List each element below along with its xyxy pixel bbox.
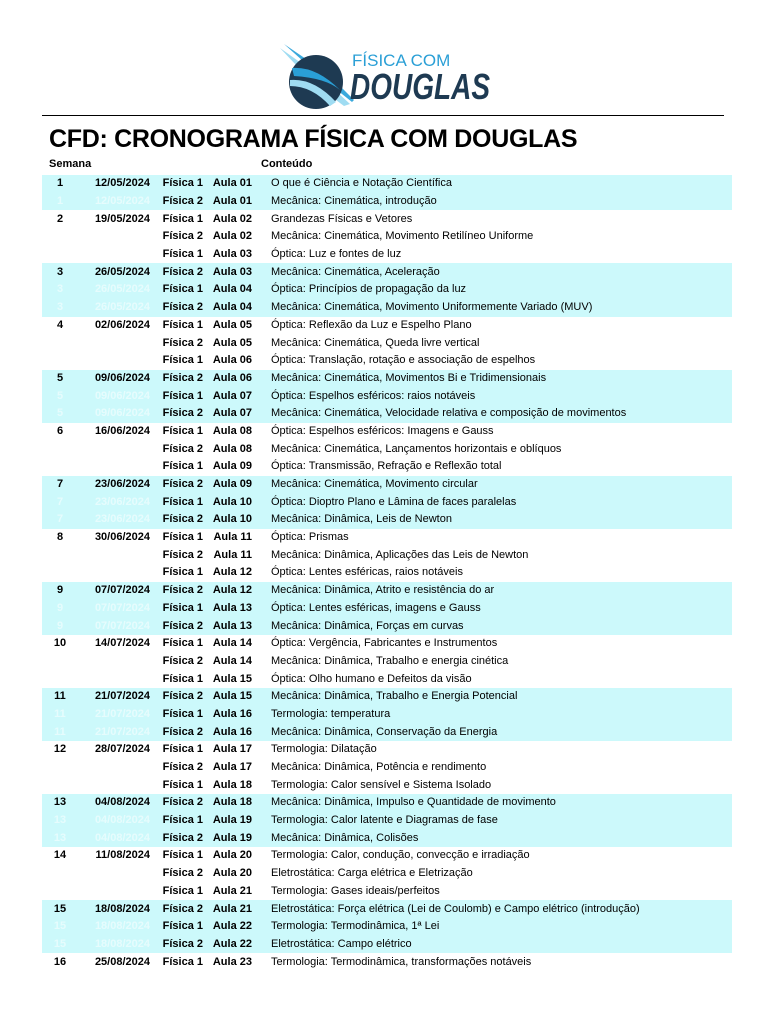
fisica-cell: Física 1 <box>162 531 203 544</box>
fisica-cell: Física 2 <box>154 582 203 600</box>
table-row <box>42 511 732 529</box>
week-cell: 4 <box>56 318 64 331</box>
conteudo-cell: Eletrostática: Carga elétrica e Eletrização <box>271 867 473 880</box>
date-cell: 07/07/2024 <box>78 617 154 635</box>
aula-cell: Aula 16 <box>203 723 258 741</box>
column-header-conteudo: Conteúdo <box>261 158 313 170</box>
aula-cell: Aula 20 <box>212 867 252 880</box>
table-row <box>42 883 732 901</box>
conteudo-cell: O que é Ciência e Notação Científica <box>258 175 732 193</box>
conteudo-cell: Óptica: Reflexão da Luz e Espelho Plano <box>271 318 472 331</box>
conteudo-cell: Mecânica: Cinemática, Movimento Retilíneo Uniforme <box>271 230 534 243</box>
date-cell: 21/07/2024 <box>78 706 154 724</box>
conteudo-cell: Termologia: Calor latente e Diagramas de fase <box>258 812 732 830</box>
fisica-cell: Física 1 <box>162 566 203 579</box>
fisica-cell: Física 1 <box>162 743 203 756</box>
conteudo-cell: Óptica: Transmissão, Refração e Reflexão total <box>271 460 502 473</box>
fisica-cell: Física 2 <box>154 829 203 847</box>
aula-cell: Aula 13 <box>203 617 258 635</box>
fisica-cell: Física 2 <box>154 688 203 706</box>
fisica-cell: Física 2 <box>162 761 203 774</box>
week-cell: 11 <box>42 706 78 724</box>
date-cell <box>78 759 154 777</box>
conteudo-cell: Mecânica: Dinâmica, Potência e rendimento <box>271 761 487 774</box>
aula-cell: Aula 18 <box>212 778 252 791</box>
table-row <box>42 493 732 511</box>
week-cell <box>42 883 78 901</box>
fisica-cell: Física 2 <box>162 867 203 880</box>
table-row <box>42 476 732 494</box>
date-cell: 14/07/2024 <box>94 637 150 650</box>
schedule-body <box>42 175 732 971</box>
table-row <box>42 317 732 335</box>
table-row <box>42 440 732 458</box>
week-cell <box>42 458 78 476</box>
fisica-cell: Física 2 <box>154 405 203 423</box>
fisica-cell: Física 1 <box>154 387 203 405</box>
week-cell <box>42 653 78 671</box>
aula-cell: Aula 06 <box>203 370 258 388</box>
date-cell: 19/05/2024 <box>94 212 150 225</box>
fisica-cell: Física 2 <box>154 617 203 635</box>
week-cell: 3 <box>42 263 78 281</box>
conteudo-cell: Óptica: Prismas <box>271 531 349 544</box>
fisica-cell: Física 2 <box>154 476 203 494</box>
fisica-cell: Física 2 <box>154 723 203 741</box>
table-row <box>42 600 732 618</box>
date-cell: 26/05/2024 <box>78 281 154 299</box>
fisica-cell: Física 1 <box>154 706 203 724</box>
table-row <box>42 299 732 317</box>
conteudo-cell: Óptica: Translação, rotação e associação de espelhos <box>271 354 536 367</box>
date-cell: 23/06/2024 <box>78 476 154 494</box>
table-row <box>42 529 732 547</box>
conteudo-cell: Mecânica: Cinemática, Lançamentos horizontais e oblíquos <box>271 442 562 455</box>
conteudo-cell: Mecânica: Dinâmica, Trabalho e Energia Potencial <box>258 688 732 706</box>
date-cell <box>78 670 154 688</box>
date-cell: 09/06/2024 <box>78 370 154 388</box>
week-cell: 15 <box>42 900 78 918</box>
table-row <box>42 812 732 830</box>
conteudo-cell: Óptica: Lentes esféricas, raios notáveis <box>271 566 463 579</box>
week-cell: 7 <box>42 476 78 494</box>
table-row <box>42 210 732 228</box>
fisica-cell: Física 1 <box>162 849 203 862</box>
date-cell <box>78 228 154 246</box>
table-row <box>42 281 732 299</box>
week-cell <box>42 865 78 883</box>
fisica-cell: Física 2 <box>154 193 203 211</box>
date-cell: 28/07/2024 <box>94 743 150 756</box>
table-row <box>42 865 732 883</box>
table-row <box>42 405 732 423</box>
conteudo-cell: Mecânica: Dinâmica, Colisões <box>258 829 732 847</box>
conteudo-cell: Óptica: Vergência, Fabricantes e Instrumentos <box>271 637 498 650</box>
week-cell: 6 <box>56 424 64 437</box>
table-row <box>42 900 732 918</box>
conteudo-cell: Mecânica: Dinâmica, Impulso e Quantidade de movimento <box>258 794 732 812</box>
fisica-cell: Física 2 <box>162 654 203 667</box>
aula-cell: Aula 01 <box>203 175 258 193</box>
fisica-cell: Física 1 <box>162 354 203 367</box>
aula-cell: Aula 12 <box>212 566 252 579</box>
schedule-table <box>42 175 732 971</box>
date-cell: 04/08/2024 <box>78 812 154 830</box>
conteudo-cell: Mecânica: Cinemática, Movimentos Bi e Tridimensionais <box>258 370 732 388</box>
week-cell: 5 <box>42 405 78 423</box>
date-cell: 12/05/2024 <box>78 175 154 193</box>
aula-cell: Aula 21 <box>203 900 258 918</box>
date-cell <box>78 458 154 476</box>
conteudo-cell: Termologia: Gases ideais/perfeitos <box>271 884 440 897</box>
conteudo-cell: Mecânica: Dinâmica, Aplicações das Leis de Newton <box>271 548 529 561</box>
aula-cell: Aula 21 <box>212 884 252 897</box>
week-cell <box>42 564 78 582</box>
table-row <box>42 582 732 600</box>
conteudo-cell: Grandezas Físicas e Vetores <box>271 212 413 225</box>
conteudo-cell: Mecânica: Dinâmica, Leis de Newton <box>258 511 732 529</box>
aula-cell: Aula 19 <box>203 829 258 847</box>
conteudo-cell: Mecânica: Dinâmica, Conservação da Energia <box>258 723 732 741</box>
aula-cell: Aula 23 <box>212 955 252 968</box>
fisica-cell: Física 1 <box>162 884 203 897</box>
aula-cell: Aula 17 <box>212 743 252 756</box>
table-row <box>42 794 732 812</box>
week-cell: 2 <box>56 212 64 225</box>
conteudo-cell: Óptica: Princípios de propagação da luz <box>258 281 732 299</box>
week-cell: 5 <box>42 387 78 405</box>
date-cell: 09/06/2024 <box>78 387 154 405</box>
aula-cell: Aula 03 <box>212 248 252 261</box>
table-row <box>42 953 732 971</box>
aula-cell: Aula 22 <box>203 936 258 954</box>
date-cell: 12/05/2024 <box>78 193 154 211</box>
logo-line1: FÍSICA COM <box>352 51 451 70</box>
date-cell <box>78 865 154 883</box>
table-row <box>42 458 732 476</box>
aula-cell: Aula 10 <box>203 493 258 511</box>
table-row <box>42 759 732 777</box>
fisica-cell: Física 1 <box>162 672 203 685</box>
aula-cell: Aula 05 <box>212 318 252 331</box>
week-cell: 9 <box>42 582 78 600</box>
fisica-cell: Física 1 <box>162 212 203 225</box>
aula-cell: Aula 09 <box>203 476 258 494</box>
aula-cell: Aula 17 <box>212 761 252 774</box>
aula-cell: Aula 02 <box>212 230 252 243</box>
date-cell: 07/07/2024 <box>78 582 154 600</box>
conteudo-cell: Mecânica: Cinemática, Movimento circular <box>258 476 732 494</box>
fisica-cell: Física 1 <box>162 778 203 791</box>
conteudo-cell: Mecânica: Dinâmica, Trabalho e energia cinética <box>271 654 509 667</box>
table-row <box>42 246 732 264</box>
aula-cell: Aula 14 <box>212 654 252 667</box>
date-cell: 11/08/2024 <box>95 849 150 862</box>
date-cell: 18/08/2024 <box>78 936 154 954</box>
date-cell: 02/06/2024 <box>94 318 150 331</box>
week-cell <box>42 546 78 564</box>
aula-cell: Aula 20 <box>212 849 252 862</box>
fisica-cell: Física 2 <box>162 230 203 243</box>
date-cell: 18/08/2024 <box>78 918 154 936</box>
globe-logo-icon <box>280 44 354 109</box>
aula-cell: Aula 15 <box>203 688 258 706</box>
week-cell: 11 <box>42 723 78 741</box>
aula-cell: Aula 18 <box>203 794 258 812</box>
week-cell: 14 <box>53 849 67 862</box>
aula-cell: Aula 03 <box>203 263 258 281</box>
table-row <box>42 175 732 193</box>
aula-cell: Aula 13 <box>203 600 258 618</box>
fisica-cell: Física 1 <box>154 600 203 618</box>
table-row <box>42 918 732 936</box>
table-row <box>42 635 732 653</box>
fisica-cell: Física 2 <box>162 442 203 455</box>
date-cell <box>78 564 154 582</box>
date-cell: 26/05/2024 <box>78 299 154 317</box>
week-cell: 1 <box>42 193 78 211</box>
date-cell: 23/06/2024 <box>78 511 154 529</box>
table-row <box>42 670 732 688</box>
table-row <box>42 776 732 794</box>
aula-cell: Aula 04 <box>203 281 258 299</box>
date-cell: 16/06/2024 <box>94 424 150 437</box>
date-cell: 21/07/2024 <box>78 723 154 741</box>
table-row <box>42 193 732 211</box>
date-cell <box>78 883 154 901</box>
table-row <box>42 653 732 671</box>
table-row <box>42 546 732 564</box>
aula-cell: Aula 02 <box>212 212 252 225</box>
date-cell: 18/08/2024 <box>78 900 154 918</box>
week-cell: 16 <box>53 955 67 968</box>
conteudo-cell: Óptica: Olho humano e Defeitos da visão <box>271 672 472 685</box>
table-row <box>42 564 732 582</box>
aula-cell: Aula 08 <box>212 442 252 455</box>
fisica-cell: Física 2 <box>154 370 203 388</box>
week-cell <box>42 228 78 246</box>
week-cell: 13 <box>42 812 78 830</box>
week-cell: 5 <box>42 370 78 388</box>
table-row <box>42 370 732 388</box>
date-cell: 21/07/2024 <box>78 688 154 706</box>
aula-cell: Aula 04 <box>203 299 258 317</box>
conteudo-cell: Mecânica: Cinemática, introdução <box>258 193 732 211</box>
column-header-semana: Semana <box>49 158 92 170</box>
aula-cell: Aula 22 <box>203 918 258 936</box>
table-row <box>42 228 732 246</box>
table-row <box>42 829 732 847</box>
conteudo-cell: Termologia: Termodinâmica, transformações notáveis <box>271 955 532 968</box>
aula-cell: Aula 07 <box>203 405 258 423</box>
date-cell: 04/08/2024 <box>78 794 154 812</box>
header-divider <box>42 115 724 116</box>
conteudo-cell: Eletrostática: Campo elétrico <box>258 936 732 954</box>
week-cell <box>42 759 78 777</box>
conteudo-cell: Termologia: Calor, condução, convecção e irradiação <box>271 849 530 862</box>
aula-cell: Aula 16 <box>203 706 258 724</box>
fisica-cell: Física 2 <box>162 548 203 561</box>
aula-cell: Aula 11 <box>213 531 252 544</box>
week-cell: 8 <box>56 531 64 544</box>
conteudo-cell: Termologia: Termodinâmica, 1ª Lei <box>258 918 732 936</box>
week-cell: 11 <box>42 688 78 706</box>
conteudo-cell: Mecânica: Cinemática, Velocidade relativa e composição de movimentos <box>258 405 732 423</box>
week-cell <box>42 440 78 458</box>
date-cell <box>78 246 154 264</box>
week-cell <box>42 670 78 688</box>
table-row <box>42 334 732 352</box>
week-cell <box>42 246 78 264</box>
week-cell: 10 <box>53 637 67 650</box>
table-row <box>42 936 732 954</box>
fisica-cell: Física 1 <box>162 460 203 473</box>
table-row <box>42 688 732 706</box>
aula-cell: Aula 12 <box>203 582 258 600</box>
date-cell: 04/08/2024 <box>78 829 154 847</box>
aula-cell: Aula 10 <box>203 511 258 529</box>
aula-cell: Aula 07 <box>203 387 258 405</box>
date-cell: 30/06/2024 <box>94 531 150 544</box>
conteudo-cell: Mecânica: Dinâmica, Forças em curvas <box>258 617 732 635</box>
conteudo-cell: Termologia: temperatura <box>258 706 732 724</box>
week-cell: 9 <box>42 617 78 635</box>
date-cell <box>78 653 154 671</box>
fisica-cell: Física 2 <box>162 336 203 349</box>
week-cell: 7 <box>42 493 78 511</box>
date-cell: 23/06/2024 <box>78 493 154 511</box>
date-cell: 07/07/2024 <box>78 600 154 618</box>
date-cell: 26/05/2024 <box>78 263 154 281</box>
fisica-cell: Física 1 <box>162 248 203 261</box>
table-row <box>42 847 732 865</box>
conteudo-cell: Mecânica: Dinâmica, Atrito e resistência do ar <box>258 582 732 600</box>
table-row <box>42 352 732 370</box>
fisica-cell: Física 1 <box>162 318 203 331</box>
conteudo-cell: Óptica: Espelhos esféricos: raios notáveis <box>258 387 732 405</box>
fisica-cell: Física 1 <box>154 175 203 193</box>
conteudo-cell: Mecânica: Cinemática, Aceleração <box>258 263 732 281</box>
week-cell <box>42 352 78 370</box>
week-cell <box>42 776 78 794</box>
date-cell <box>78 440 154 458</box>
week-cell: 15 <box>42 936 78 954</box>
week-cell: 13 <box>42 829 78 847</box>
week-cell: 3 <box>42 281 78 299</box>
fisica-cell: Física 1 <box>162 424 203 437</box>
aula-cell: Aula 05 <box>212 336 252 349</box>
table-row <box>42 423 732 441</box>
table-row <box>42 706 732 724</box>
fisica-cell: Física 2 <box>154 900 203 918</box>
aula-cell: Aula 15 <box>212 672 252 685</box>
conteudo-cell: Óptica: Luz e fontes de luz <box>271 248 402 261</box>
conteudo-cell: Óptica: Espelhos esféricos: Imagens e Gauss <box>271 424 494 437</box>
date-cell <box>78 546 154 564</box>
fisica-com-douglas-logo <box>278 40 498 116</box>
aula-cell: Aula 08 <box>212 424 252 437</box>
week-cell: 3 <box>42 299 78 317</box>
conteudo-cell: Eletrostática: Força elétrica (Lei de Coulomb) e Campo elétrico (introdução) <box>258 900 732 918</box>
aula-cell: Aula 19 <box>203 812 258 830</box>
date-cell <box>78 334 154 352</box>
week-cell: 9 <box>42 600 78 618</box>
aula-cell: Aula 14 <box>212 637 252 650</box>
week-cell <box>42 334 78 352</box>
week-cell: 13 <box>42 794 78 812</box>
aula-cell: Aula 06 <box>212 354 252 367</box>
page-title: CFD: CRONOGRAMA FÍSICA COM DOUGLAS <box>49 125 578 153</box>
fisica-cell: Física 1 <box>162 955 203 968</box>
fisica-cell: Física 2 <box>154 936 203 954</box>
fisica-cell: Física 1 <box>154 918 203 936</box>
table-row <box>42 617 732 635</box>
table-row <box>42 723 732 741</box>
week-cell: 1 <box>42 175 78 193</box>
fisica-cell: Física 2 <box>154 794 203 812</box>
fisica-cell: Física 1 <box>154 493 203 511</box>
fisica-cell: Física 2 <box>154 263 203 281</box>
logo-line2: DOUGLAS <box>350 66 490 107</box>
date-cell: 25/08/2024 <box>94 955 150 968</box>
fisica-cell: Física 2 <box>154 299 203 317</box>
date-cell: 09/06/2024 <box>78 405 154 423</box>
conteudo-cell: Óptica: Lentes esféricas, imagens e Gauss <box>258 600 732 618</box>
table-row <box>42 741 732 759</box>
week-cell: 7 <box>42 511 78 529</box>
conteudo-cell: Termologia: Calor sensível e Sistema Isolado <box>271 778 492 791</box>
conteudo-cell: Óptica: Dioptro Plano e Lâmina de faces paralelas <box>258 493 732 511</box>
fisica-cell: Física 1 <box>154 281 203 299</box>
conteudo-cell: Mecânica: Cinemática, Queda livre vertical <box>271 336 480 349</box>
aula-cell: Aula 01 <box>203 193 258 211</box>
table-row <box>42 263 732 281</box>
conteudo-cell: Termologia: Dilatação <box>271 743 377 756</box>
aula-cell: Aula 11 <box>213 548 252 561</box>
conteudo-cell: Mecânica: Cinemática, Movimento Uniformemente Variado (MUV) <box>258 299 732 317</box>
date-cell <box>78 352 154 370</box>
table-row <box>42 387 732 405</box>
week-cell: 12 <box>53 743 67 756</box>
week-cell: 15 <box>42 918 78 936</box>
fisica-cell: Física 1 <box>162 637 203 650</box>
fisica-cell: Física 2 <box>154 511 203 529</box>
fisica-cell: Física 1 <box>154 812 203 830</box>
aula-cell: Aula 09 <box>212 460 252 473</box>
date-cell <box>78 776 154 794</box>
